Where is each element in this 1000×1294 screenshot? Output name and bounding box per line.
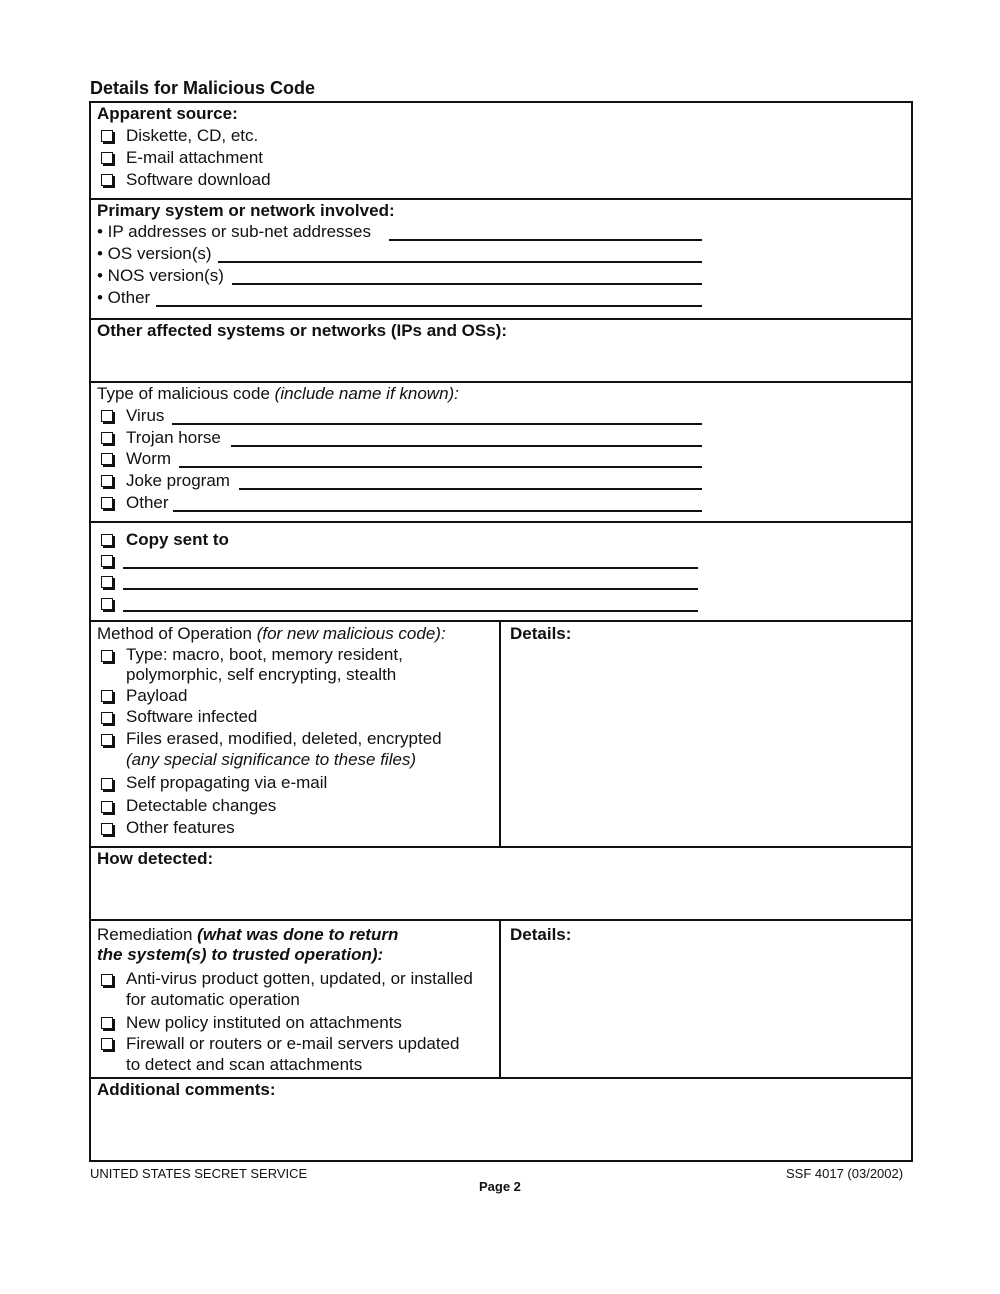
option-label: Joke program bbox=[126, 471, 230, 490]
footer-form-number: SSF 4017 (03/2002) bbox=[786, 1166, 904, 1181]
option-label: Detectable changes bbox=[126, 796, 277, 815]
heading-text: Type of malicious code bbox=[97, 384, 275, 403]
field-label: • Other bbox=[97, 288, 151, 307]
option-label: E-mail attachment bbox=[126, 148, 263, 167]
other-affected-heading: Other affected systems or networks (IPs and OSs): bbox=[97, 321, 508, 340]
virus-name-field[interactable] bbox=[172, 423, 702, 425]
heading-note: (include name if known): bbox=[274, 384, 459, 403]
apparent-source-heading: Apparent source: bbox=[97, 104, 238, 123]
checkbox-recipient-2[interactable] bbox=[101, 576, 113, 588]
option-label: Worm bbox=[126, 449, 172, 468]
recipient-3-field[interactable] bbox=[123, 610, 698, 612]
remediation-details-label: Details: bbox=[510, 925, 572, 944]
other-code-name-field[interactable] bbox=[173, 510, 702, 512]
field-label: • IP addresses or sub-net addresses bbox=[97, 222, 372, 241]
option-label: Software infected bbox=[126, 707, 258, 726]
heading-note: (for new malicious code): bbox=[256, 624, 446, 643]
divider bbox=[89, 846, 913, 848]
checkbox-files-erased[interactable] bbox=[101, 734, 113, 746]
footer-page-number: Page 2 bbox=[479, 1179, 521, 1194]
checkbox-new-policy[interactable] bbox=[101, 1017, 113, 1029]
option-label: Anti-virus product gotten, updated, or installed bbox=[126, 969, 473, 988]
column-divider bbox=[499, 919, 501, 1079]
recipient-1-field[interactable] bbox=[123, 567, 698, 569]
checkbox-payload[interactable] bbox=[101, 690, 113, 702]
page-title: Details for Malicious Code bbox=[90, 78, 316, 98]
heading-note: (what was done to return bbox=[197, 925, 399, 944]
checkbox-trojan-horse[interactable] bbox=[101, 432, 113, 444]
field-label: • OS version(s) bbox=[97, 244, 212, 263]
checkbox-self-propagating[interactable] bbox=[101, 778, 113, 790]
primary-system-heading: Primary system or network involved: bbox=[97, 201, 395, 220]
ip-addresses-field[interactable] bbox=[389, 239, 702, 241]
checkbox-software-download[interactable] bbox=[101, 174, 113, 186]
checkbox-diskette[interactable] bbox=[101, 130, 113, 142]
divider bbox=[89, 318, 913, 320]
other-system-field[interactable] bbox=[156, 305, 702, 307]
checkbox-antivirus[interactable] bbox=[101, 974, 113, 986]
checkbox-recipient-3[interactable] bbox=[101, 598, 113, 610]
checkbox-joke-program[interactable] bbox=[101, 475, 113, 487]
method-details-label: Details: bbox=[510, 624, 572, 643]
remediation-details-input[interactable] bbox=[505, 947, 907, 1073]
divider bbox=[89, 198, 913, 200]
option-label: Software download bbox=[126, 170, 271, 189]
additional-comments-input[interactable] bbox=[95, 1102, 907, 1156]
option-label-cont: to detect and scan attachments bbox=[126, 1055, 363, 1074]
heading-text: Method of Operation bbox=[97, 624, 257, 643]
other-affected-input[interactable] bbox=[95, 343, 907, 377]
checkbox-other-features[interactable] bbox=[101, 823, 113, 835]
checkbox-virus[interactable] bbox=[101, 410, 113, 422]
remediation-heading-cont: the system(s) to trusted operation): bbox=[97, 945, 384, 964]
option-label: Diskette, CD, etc. bbox=[126, 126, 259, 145]
option-label: Files erased, modified, deleted, encrypted bbox=[126, 729, 442, 748]
option-label: Self propagating via e-mail bbox=[126, 773, 328, 792]
heading-text: Remediation bbox=[97, 925, 198, 944]
nos-version-field[interactable] bbox=[232, 283, 702, 285]
option-label: Payload bbox=[126, 686, 188, 705]
option-label: Trojan horse bbox=[126, 428, 221, 447]
divider bbox=[89, 1077, 913, 1079]
additional-comments-heading: Additional comments: bbox=[97, 1080, 276, 1099]
how-detected-heading: How detected: bbox=[97, 849, 214, 868]
trojan-name-field[interactable] bbox=[231, 445, 702, 447]
worm-name-field[interactable] bbox=[179, 466, 702, 468]
option-label: Type: macro, boot, memory resident, bbox=[126, 645, 403, 664]
option-label: Firewall or routers or e-mail servers updated bbox=[126, 1034, 460, 1053]
divider bbox=[89, 521, 913, 523]
divider bbox=[89, 620, 913, 622]
recipient-2-field[interactable] bbox=[123, 588, 698, 590]
method-of-operation-heading bbox=[97, 624, 446, 644]
field-label: • NOS version(s) bbox=[97, 266, 224, 285]
checkbox-type[interactable] bbox=[101, 650, 113, 662]
column-divider bbox=[499, 620, 501, 848]
checkbox-recipient-1[interactable] bbox=[101, 555, 113, 567]
remediation-heading bbox=[97, 925, 398, 945]
option-label-cont: polymorphic, self encrypting, stealth bbox=[126, 665, 397, 684]
checkbox-other-code[interactable] bbox=[101, 497, 113, 509]
checkbox-firewall[interactable] bbox=[101, 1038, 113, 1050]
checkbox-worm[interactable] bbox=[101, 453, 113, 465]
option-label: Other bbox=[126, 493, 169, 512]
joke-program-name-field[interactable] bbox=[239, 488, 702, 490]
checkbox-email-attachment[interactable] bbox=[101, 152, 113, 164]
checkbox-copy-sent[interactable] bbox=[101, 534, 113, 546]
option-label: New policy instituted on attachments bbox=[126, 1013, 402, 1032]
checkbox-detectable-changes[interactable] bbox=[101, 801, 113, 813]
option-label: Other features bbox=[126, 818, 235, 837]
method-details-input[interactable] bbox=[505, 646, 907, 842]
option-note: (any special significance to these files) bbox=[126, 750, 417, 769]
how-detected-input[interactable] bbox=[95, 871, 907, 915]
copy-sent-heading: Copy sent to bbox=[126, 530, 229, 549]
option-label: Virus bbox=[126, 406, 165, 425]
os-version-field[interactable] bbox=[218, 261, 702, 263]
type-of-code-heading bbox=[97, 384, 459, 404]
footer-agency: UNITED STATES SECRET SERVICE bbox=[90, 1166, 308, 1181]
divider bbox=[89, 919, 913, 921]
option-label-cont: for automatic operation bbox=[126, 990, 300, 1009]
checkbox-software-infected[interactable] bbox=[101, 712, 113, 724]
divider bbox=[89, 381, 913, 383]
